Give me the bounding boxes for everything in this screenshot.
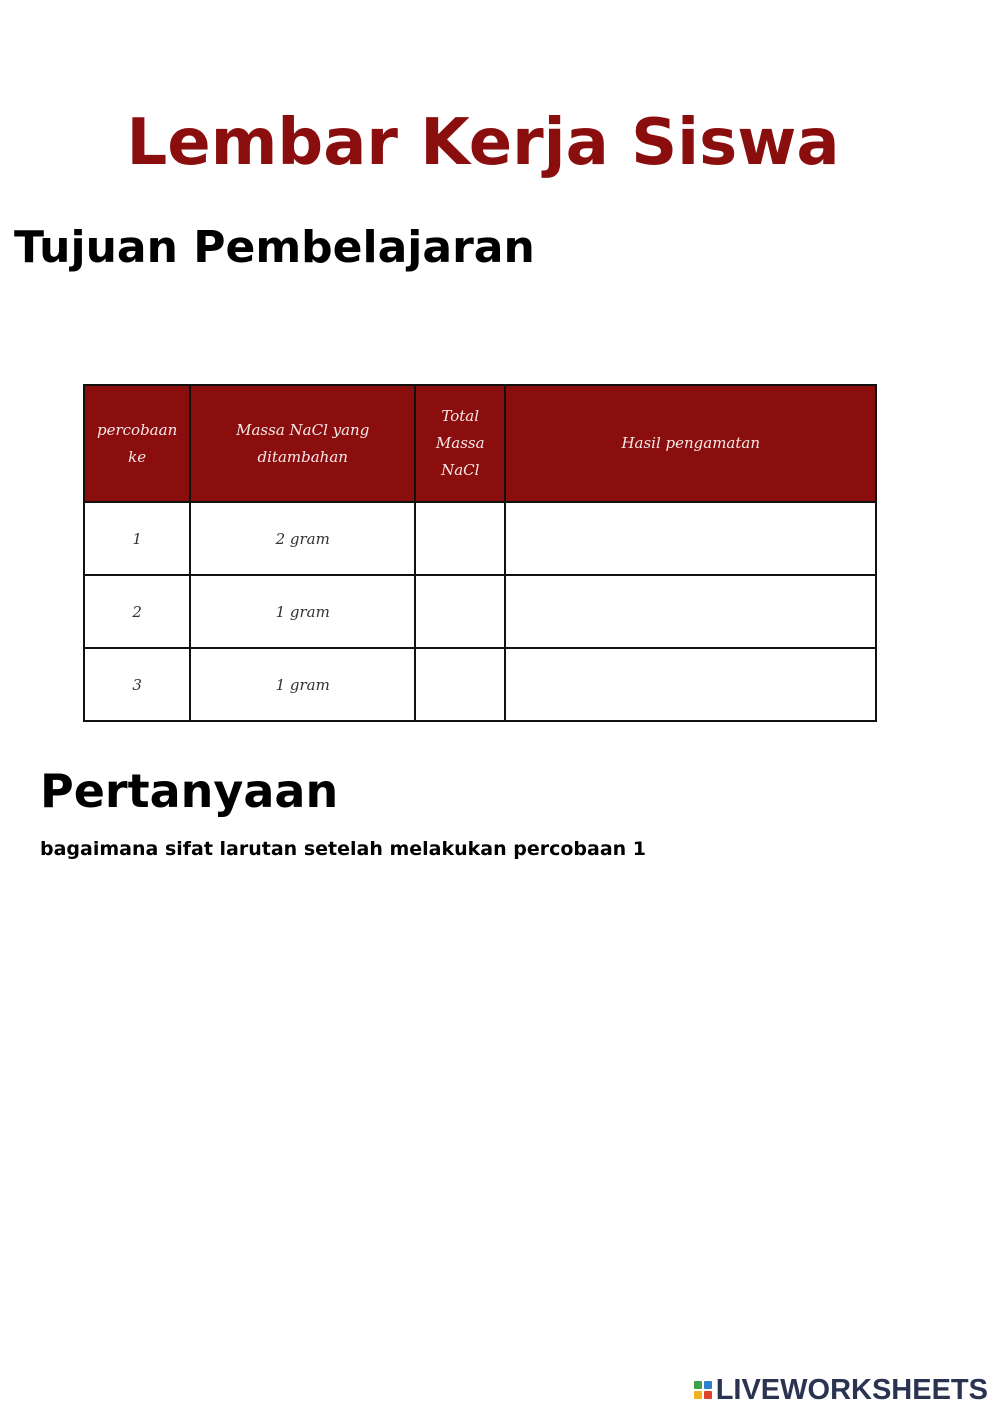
header-total-nacl-mass: Total Massa NaCl bbox=[415, 385, 505, 502]
total-mass-input-cell[interactable] bbox=[415, 502, 505, 575]
trial-number-cell: 1 bbox=[84, 502, 190, 575]
observation-input-cell[interactable] bbox=[505, 502, 876, 575]
table-row bbox=[84, 502, 876, 575]
nacl-mass-cell: 2 gram bbox=[190, 502, 415, 575]
learning-objectives-heading: Tujuan Pembelajaran bbox=[14, 222, 535, 273]
nacl-mass-cell: 1 gram bbox=[190, 575, 415, 648]
trial-number-cell: 2 bbox=[84, 575, 190, 648]
header-observation-result: Hasil pengamatan bbox=[505, 385, 876, 502]
table-row bbox=[84, 648, 876, 721]
observation-input-cell[interactable] bbox=[505, 648, 876, 721]
observation-table bbox=[83, 384, 877, 722]
table-row bbox=[84, 575, 876, 648]
questions-heading: Pertanyaan bbox=[40, 764, 339, 818]
liveworksheets-wordmark: LIVEWORKSHEETS bbox=[715, 1374, 988, 1406]
header-trial-number: percobaan ke bbox=[84, 385, 190, 502]
total-mass-input-cell[interactable] bbox=[415, 575, 505, 648]
total-mass-input-cell[interactable] bbox=[415, 648, 505, 721]
header-nacl-mass-added: Massa NaCl yang ditambahan bbox=[190, 385, 415, 502]
nacl-mass-cell: 1 gram bbox=[190, 648, 415, 721]
trial-number-cell: 3 bbox=[84, 648, 190, 721]
question-text: bagaimana sifat larutan setelah melakukan percobaan 1 bbox=[40, 838, 647, 860]
table-header-row bbox=[84, 385, 876, 502]
logo-square-yellow bbox=[694, 1391, 702, 1399]
liveworksheets-logo-icon bbox=[694, 1381, 712, 1399]
logo-square-green bbox=[694, 1381, 702, 1389]
observation-input-cell[interactable] bbox=[505, 575, 876, 648]
liveworksheets-branding bbox=[694, 1374, 988, 1406]
logo-square-blue bbox=[704, 1381, 712, 1389]
page-title: Lembar Kerja Siswa bbox=[126, 106, 840, 180]
logo-square-red bbox=[704, 1391, 712, 1399]
